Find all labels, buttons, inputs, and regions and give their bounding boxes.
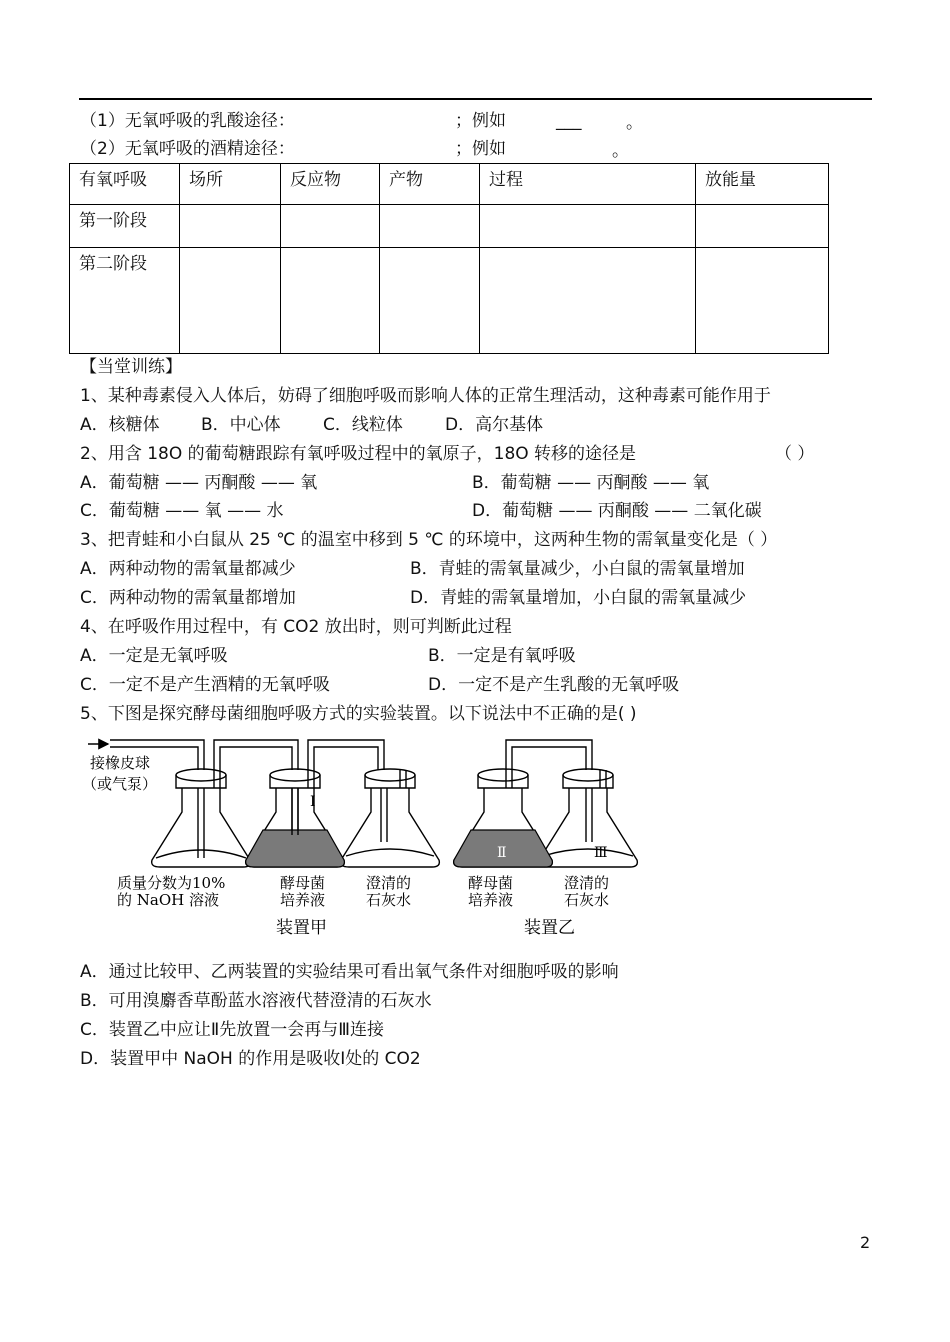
alcohol-example-label: ；例如 — [455, 139, 506, 159]
q3-option-b: B．青蛙的需氧量减少，小白鼠的需氧量增加 — [410, 559, 745, 579]
lime-flask-2 — [539, 769, 638, 867]
q2-bracket: （ ） — [775, 444, 815, 464]
q2-option-d: D．葡萄糖 —— 丙酮酸 —— 二氧化碳 — [472, 501, 762, 521]
lime-label-1-line-1: 澄清的 — [366, 874, 412, 892]
q2-option-a: A．葡萄糖 —— 丙酮酸 —— 氧 — [80, 473, 318, 493]
naoh-flask — [152, 769, 251, 867]
cell-empty — [380, 248, 480, 354]
lactic-example-label: ；例如 — [455, 111, 506, 131]
yeast-apparatus-figure — [80, 730, 690, 945]
header-process: 过程 — [480, 164, 696, 205]
page-number: 2 — [860, 1233, 871, 1252]
question-2-stem: 2、用含 18O 的葡萄糖跟踪有氧呼吸过程中的氧原子，18O 转移的途径是 — [80, 444, 637, 464]
cell-empty — [696, 248, 829, 354]
question-4-stem: 4、在呼吸作用过程中，有 CO2 放出时，则可判断此过程 — [80, 617, 512, 637]
q3-option-d: D．青蛙的需氧量增加，小白鼠的需氧量减少 — [410, 588, 747, 608]
q4-option-d: D．一定不是产生乳酸的无氧呼吸 — [428, 675, 680, 695]
header-reactants: 反应物 — [281, 164, 380, 205]
q3-option-c: C．两种动物的需氧量都增加 — [80, 588, 296, 608]
section-title: 【当堂训练】 — [80, 357, 182, 377]
q1-option-d: D．高尔基体 — [445, 415, 544, 435]
tube-1-2 — [214, 740, 298, 770]
alcohol-route-line — [80, 138, 295, 160]
q3-option-a: A．两种动物的需氧量都减少 — [80, 559, 296, 579]
q4-option-b: B．一定是有氧呼吸 — [428, 646, 576, 666]
apparatus-diagram — [80, 730, 690, 945]
lime-label-2-line-1: 澄清的 — [564, 874, 610, 892]
lactic-route-line — [80, 110, 295, 132]
cell-empty — [380, 205, 480, 248]
row-stage-2: 第二阶段 — [70, 248, 180, 354]
label-roman-2: Ⅱ — [497, 845, 507, 861]
alcohol-end: 。 — [612, 141, 629, 161]
cell-empty — [696, 205, 829, 248]
label-roman-3: Ⅲ — [594, 845, 608, 861]
q1-option-b: B．中心体 — [201, 415, 281, 435]
header-products: 产物 — [380, 164, 480, 205]
header-energy: 放能量 — [696, 164, 829, 205]
lactic-blank: ___ — [556, 111, 582, 131]
q5-option-c: C．装置乙中应让Ⅱ先放置一会再与Ⅲ连接 — [80, 1020, 384, 1040]
lime-flask-1 — [341, 769, 440, 867]
lactic-route-label: （1）无氧呼吸的乳酸途径： — [80, 111, 295, 131]
yeast-label-2-line-2: 培养液 — [468, 891, 514, 909]
cell-empty — [281, 205, 380, 248]
q2-option-c: C．葡萄糖 —— 氧 —— 水 — [80, 501, 284, 521]
pump-label-line-2: （或气泵） — [82, 775, 158, 793]
q5-option-a: A．通过比较甲、乙两装置的实验结果可看出氧气条件对细胞呼吸的影响 — [80, 962, 619, 982]
pump-label-line-1: 接橡皮球 — [90, 754, 151, 772]
naoh-label-line-2: 的 NaOH 溶液 — [117, 891, 219, 909]
q1-option-a: A．核糖体 — [80, 415, 160, 435]
question-5-stem: 5、下图是探究酵母菌细胞呼吸方式的实验装置。以下说法中不正确的是( ) — [80, 704, 637, 724]
q5-option-d: D．装置甲中 NaOH 的作用是吸收Ⅰ处的 CO2 — [80, 1049, 421, 1069]
q4-option-a: A．一定是无氧呼吸 — [80, 646, 228, 666]
q1-option-c: C．线粒体 — [323, 415, 403, 435]
lactic-route-example — [455, 110, 506, 132]
table-header-row — [70, 164, 829, 205]
alcohol-route-label: （2）无氧呼吸的酒精途径： — [80, 139, 295, 159]
question-1-stem: 1、某种毒素侵入人体后，妨碍了细胞呼吸而影响人体的正常生理活动，这种毒素可能作用于 — [80, 386, 771, 406]
aerobic-table — [69, 163, 829, 354]
cell-empty — [281, 248, 380, 354]
tube-2-3 — [308, 740, 384, 770]
q2-option-b: B．葡萄糖 —— 丙酮酸 —— 氧 — [472, 473, 710, 493]
yeast-label-1-line-2: 培养液 — [280, 891, 326, 909]
lime-label-2-line-2: 石灰水 — [564, 891, 610, 909]
label-roman-1: Ⅰ — [310, 794, 316, 810]
header-aerobic: 有氧呼吸 — [70, 164, 180, 205]
naoh-label-line-1: 质量分数为10% — [117, 874, 226, 892]
q4-option-c: C．一定不是产生酒精的无氧呼吸 — [80, 675, 330, 695]
top-rule — [79, 98, 872, 100]
question-3-stem: 3、把青蛙和小白鼠从 25 ℃ 的温室中移到 5 ℃ 的环境中，这两种生物的需氧量变化是（ ） — [80, 530, 778, 550]
yeast-liquid-1 — [246, 830, 345, 867]
tube-4-5 — [506, 740, 592, 770]
cell-empty — [480, 205, 696, 248]
lime-label-1-line-2: 石灰水 — [366, 891, 412, 909]
table-row — [70, 248, 829, 354]
cell-empty — [180, 248, 281, 354]
header-location: 场所 — [180, 164, 281, 205]
table-row — [70, 205, 829, 248]
lactic-end: 。 — [626, 113, 643, 133]
row-stage-1: 第一阶段 — [70, 205, 180, 248]
cell-empty — [180, 205, 281, 248]
q5-option-b: B．可用溴麝香草酚蓝水溶液代替澄清的石灰水 — [80, 991, 432, 1011]
yeast-label-1-line-1: 酵母菌 — [280, 874, 326, 892]
cell-empty — [480, 248, 696, 354]
setup-b-caption: 装置乙 — [524, 918, 575, 938]
yeast-label-2-line-1: 酵母菌 — [468, 874, 514, 892]
setup-a-caption: 装置甲 — [276, 918, 327, 938]
